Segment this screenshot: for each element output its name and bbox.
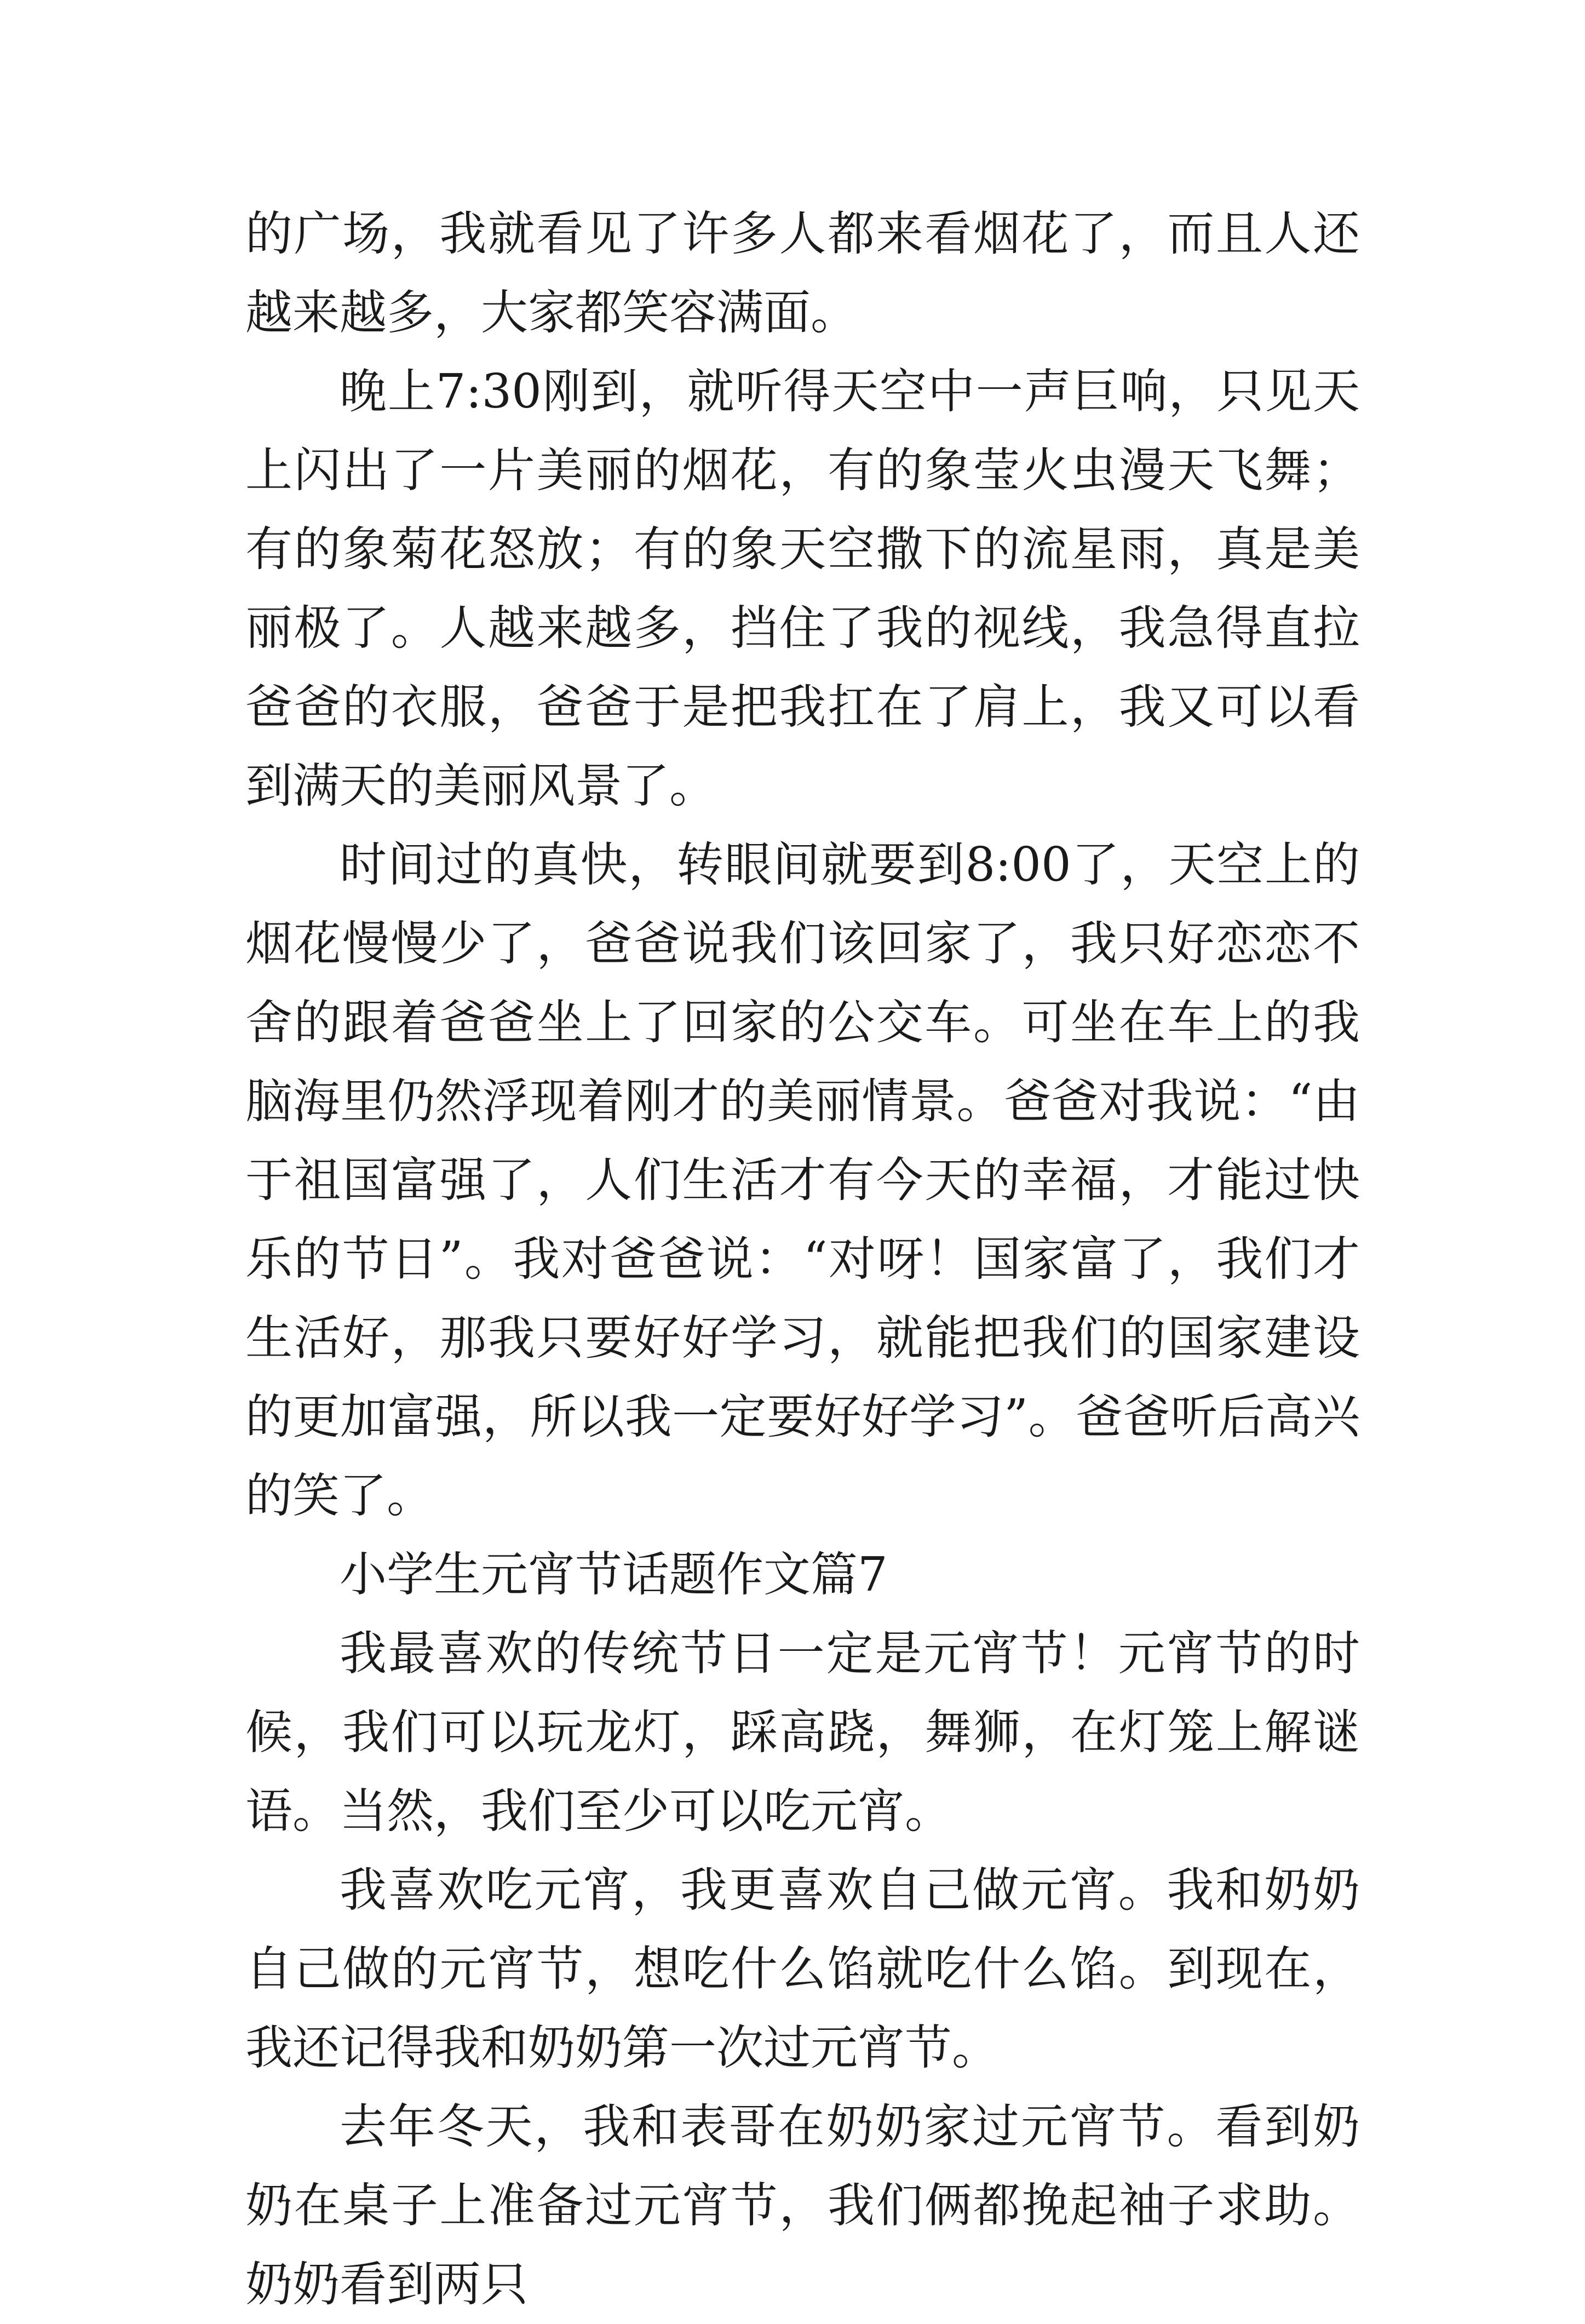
paragraph-3: 时间过的真快，转眼间就要到8:00了，天空上的烟花慢慢少了，爸爸说我们该回家了，我只好恋恋不舍的跟着爸爸坐上了回家的公交车。可坐在车上的我脑海里仍然浮现着刚才的美丽情景。爸爸对我说：“由于祖国富强了，人们生活才有今天的幸福，才能过快乐的节日”。我对爸爸说：“对呀！国家富了，我们才生活好，那我只要好好学习，就能把我们的国家建设的更加富强，所以我一定要好好学习”。爸爸听后高兴的笑了。 (245, 837, 1360, 1523)
paragraph-4: 我最喜欢的传统节日一定是元宵节！元宵节的时候，我们可以玩龙灯，踩高跷，舞狮，在灯笼上解谜语。当然，我们至少可以吃元宵。 (245, 1626, 1360, 1839)
paragraph-5: 我喜欢吃元宵，我更喜欢自己做元宵。我和奶奶自己做的元宵节，想吃什么馅就吃什么馅。到现在，我还记得我和奶奶第一次过元宵节。 (245, 1863, 1360, 2075)
paragraph-1: 的广场，我就看见了许多人都来看烟花了，而且人还越来越多，大家都笑容满面。 (245, 206, 1360, 340)
paragraph-6: 去年冬天，我和表哥在奶奶家过元宵节。看到奶奶在桌子上准备过元宵节，我们俩都挽起袖子求助。奶奶看到两只 (245, 2099, 1360, 2312)
section-heading: 小学生元宵节话题作文篇7 (340, 1547, 888, 1602)
paragraph-2: 晚上7:30刚到，就听得天空中一声巨响，只见天上闪出了一片美丽的烟花，有的象莹火虫漫天飞舞；有的象菊花怒放；有的象天空撒下的流星雨，真是美丽极了。人越来越多，挡住了我的视线，我急得直拉爸爸的衣服，爸爸于是把我扛在了肩上，我又可以看到满天的美丽风景了。 (245, 364, 1360, 813)
document-body (245, 194, 1360, 2324)
